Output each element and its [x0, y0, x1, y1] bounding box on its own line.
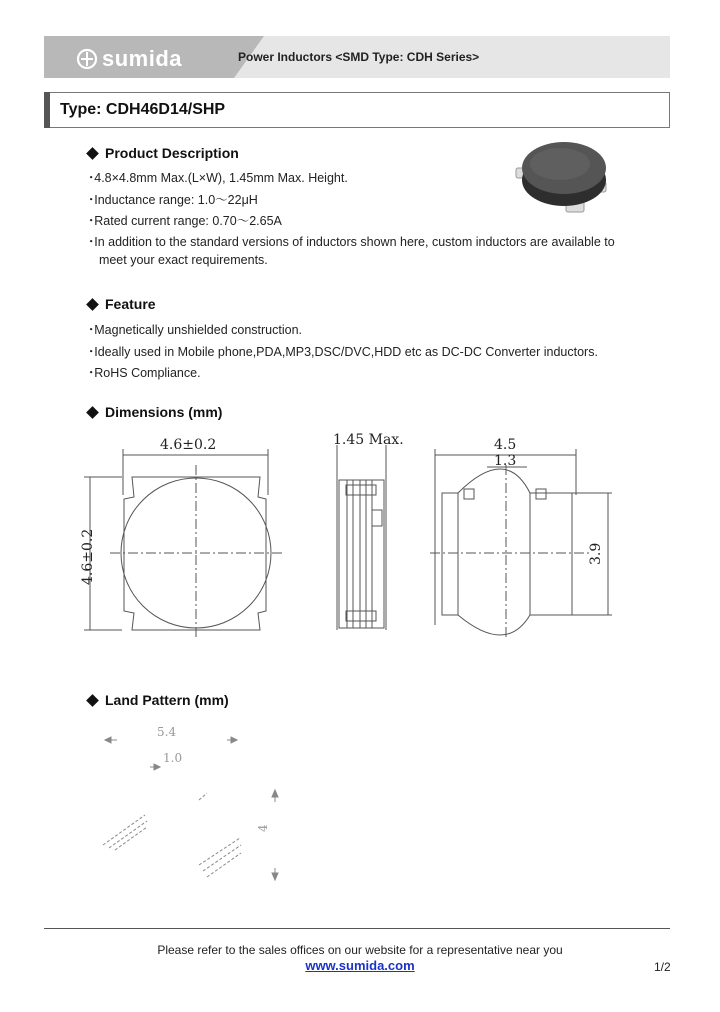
dimension-drawings: [60, 425, 660, 645]
feature-heading: [88, 296, 156, 312]
logo-text: sumida: [102, 46, 183, 71]
dimensions-heading: [88, 404, 222, 420]
bottom-inner-label: 1.3: [494, 453, 517, 469]
land-overall-label: 5.4: [157, 725, 177, 739]
page-number: 1/2: [654, 960, 671, 974]
land-pattern-heading: [88, 692, 229, 708]
feature-title: Feature: [105, 296, 156, 312]
feature-line: ･Magnetically unshielded construction.: [88, 323, 303, 337]
top-view: [84, 449, 282, 640]
land-pattern-title: Land Pattern (mm): [105, 692, 229, 708]
dimensions-title: Dimensions (mm): [105, 404, 223, 420]
feature-line: ･RoHS Compliance.: [88, 366, 201, 380]
bottom-view: [430, 449, 612, 640]
website-link[interactable]: www.sumida.com: [305, 958, 415, 973]
desc-line: meet your exact requirements.: [92, 253, 268, 267]
diamond-bullet-icon: [86, 406, 99, 419]
product-description-title: Product Description: [105, 145, 239, 161]
bottom-height-label: 3.9: [588, 542, 604, 565]
land-height-label: 4: [256, 824, 270, 832]
desc-line: ･Rated current range: 0.70～2.65A: [88, 214, 282, 228]
bottom-width-label: 4.5: [494, 437, 517, 453]
feature-line: ･Ideally used in Mobile phone,PDA,MP3,DSC/DVC,HDD etc as DC-DC Converter inductors.: [88, 345, 598, 359]
sumida-logo[interactable]: [76, 46, 182, 72]
land-pattern-drawing: [95, 720, 295, 890]
header-title: Power Inductors <SMD Type: CDH Series>: [238, 50, 480, 64]
desc-line: ･4.8×4.8mm Max.(L×W), 1.45mm Max. Height.: [88, 171, 348, 185]
footer-note: Please refer to the sales offices on our website for a representative near you: [157, 943, 563, 957]
sumida-logo-icon: [76, 48, 98, 70]
side-height-label: 1.45 Max.: [333, 432, 404, 448]
diamond-bullet-icon: [86, 298, 99, 311]
desc-line: ･In addition to the standard versions of inductors shown here, custom inductors are available to: [88, 235, 615, 249]
product-description-heading: [88, 145, 239, 161]
desc-line: ･Inductance range: 1.0～22μH: [88, 193, 258, 207]
product-photo: [510, 138, 622, 220]
footer-divider: [44, 928, 670, 929]
type-label: Type: CDH46D14/SHP: [60, 101, 226, 118]
diamond-bullet-icon: [86, 147, 99, 160]
land-gap-label: 1.0: [163, 751, 183, 765]
side-view: [337, 445, 386, 630]
diamond-bullet-icon: [86, 694, 99, 707]
top-width-label: 4.6±0.2: [160, 437, 217, 453]
top-height-label: 4.6±0.2: [80, 528, 96, 585]
